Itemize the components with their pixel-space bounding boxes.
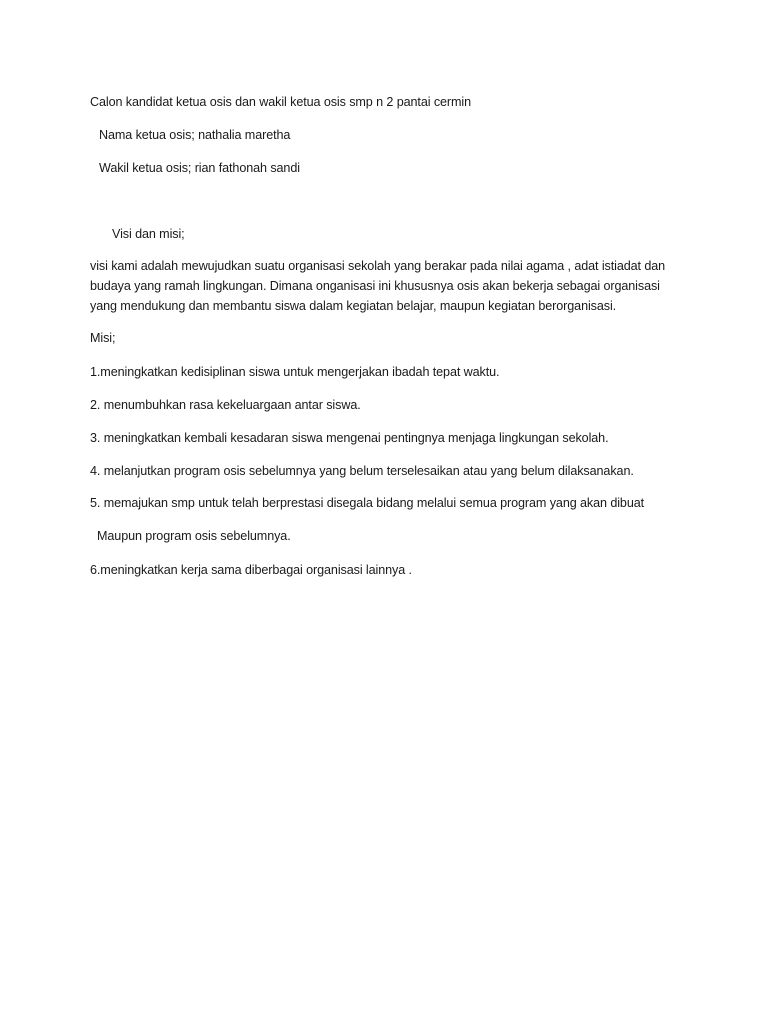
misi-item-4: 4. melanjutkan program osis sebelumnya yang belum terselesaikan atau yang belum dilaksanakan. <box>90 464 634 478</box>
visi-line-2: budaya yang ramah lingkungan. Dimana onganisasi ini khususnya osis akan bekerja sebagai organisasi <box>90 279 660 293</box>
ketua-line: Nama ketua osis; nathalia maretha <box>99 128 291 142</box>
misi-item-6: 6.meningkatkan kerja sama diberbagai organisasi lainnya . <box>90 563 412 577</box>
visi-line-3: yang mendukung dan membantu siswa dalam kegiatan belajar, maupun kegiatan berorganisasi. <box>90 299 617 313</box>
misi-item-1: 1.meningkatkan kedisiplinan siswa untuk mengerjakan ibadah tepat waktu. <box>90 365 500 379</box>
visi-heading: Visi dan misi; <box>112 227 185 241</box>
misi-heading: Misi; <box>90 331 116 345</box>
wakil-line: Wakil ketua osis; rian fathonah sandi <box>99 161 300 175</box>
misi-item-5: 5. memajukan smp untuk telah berprestasi disegala bidang melalui semua program yang akan dibuat <box>90 496 645 510</box>
document-title: Calon kandidat ketua osis dan wakil ketua osis smp n 2 pantai cermin <box>90 95 472 109</box>
misi-item-2: 2. menumbuhkan rasa kekeluargaan antar siswa. <box>90 398 361 412</box>
misi-item-3: 3. meningkatkan kembali kesadaran siswa mengenai pentingnya menjaga lingkungan sekolah. <box>90 431 609 445</box>
visi-line-1: visi kami adalah mewujudkan suatu organisasi sekolah yang berakar pada nilai agama , adat istiadat dan <box>90 259 666 273</box>
misi-item-5-continuation: Maupun program osis sebelumnya. <box>97 529 291 543</box>
